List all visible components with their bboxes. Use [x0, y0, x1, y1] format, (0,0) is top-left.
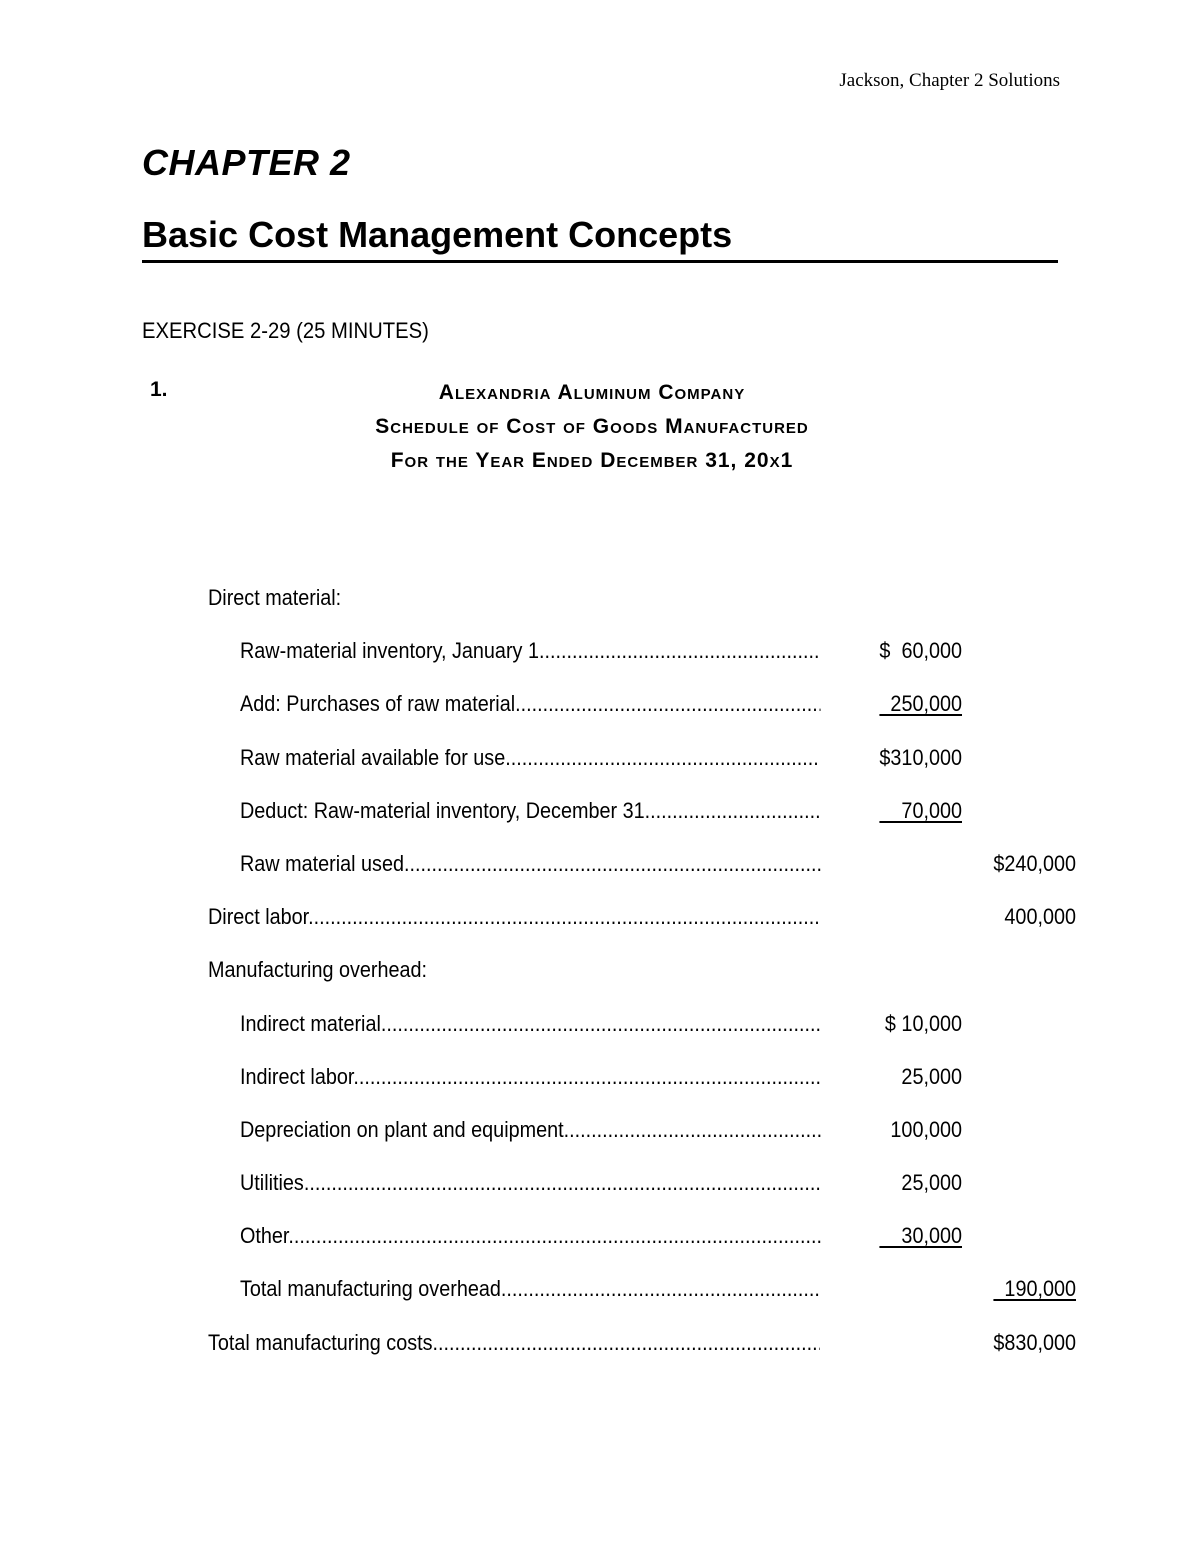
row-label: Direct labor ..... [208, 904, 820, 930]
row-label: Raw-material inventory, January 1 ..... [240, 638, 821, 664]
running-header: Jackson, Chapter 2 Solutions [839, 70, 1060, 91]
schedule-row [0, 1170, 1200, 1223]
statement-name: Schedule of Cost of Goods Manufactured [375, 415, 809, 438]
schedule-row [0, 851, 1200, 904]
schedule-row [0, 1276, 1200, 1329]
amount-total: 400,000 [1004, 904, 1076, 930]
company-name: Alexandria Aluminum Company [438, 381, 746, 404]
chapter-title: Basic Cost Management Concepts [142, 214, 1058, 263]
row-label: Indirect labor ..... [240, 1064, 821, 1090]
schedule-row [0, 1330, 1200, 1383]
amount-total: 190,000 [993, 1276, 1076, 1302]
schedule-row [0, 1064, 1200, 1117]
amount-detail: 100,000 [890, 1116, 962, 1142]
schedule-row [0, 585, 1200, 638]
schedule-row [0, 691, 1200, 744]
schedule-row [0, 1011, 1200, 1064]
amount-detail: 25,000 [901, 1063, 962, 1089]
row-label: Other ..... [240, 1223, 821, 1249]
exercise-title: EXERCISE 2-29 (25 MINUTES) [142, 318, 429, 343]
row-label: Raw material available for use ..... [240, 745, 821, 771]
row-label: Total manufacturing costs ..... [208, 1330, 820, 1356]
schedule-row [0, 957, 1200, 1010]
row-label: Indirect material ..... [240, 1011, 821, 1037]
row-label: Deduct: Raw-material inventory, December 31 ..... [240, 798, 821, 824]
row-label: Manufacturing overhead: [208, 957, 428, 983]
amount-total: $830,000 [993, 1329, 1076, 1355]
statement-heading [300, 376, 884, 478]
amount-detail: $ 60,000 [879, 638, 962, 664]
amount-detail: 70,000 [879, 797, 962, 823]
schedule-row [0, 1117, 1200, 1170]
statement-period: For the Year Ended December 31, 20x1 [390, 449, 794, 472]
row-label: Add: Purchases of raw material ..... [240, 691, 821, 717]
amount-detail: 250,000 [879, 691, 962, 717]
amount-detail: $310,000 [879, 744, 962, 770]
chapter-label: CHAPTER 2 [142, 142, 351, 183]
amount-detail: 30,000 [879, 1223, 962, 1249]
row-label: Direct material: [208, 585, 342, 610]
cost-schedule [0, 585, 1200, 1383]
amount-detail: 25,000 [901, 1170, 962, 1196]
row-label: Raw material used ..... [240, 851, 821, 877]
schedule-row [0, 798, 1200, 851]
part-number: 1. [150, 378, 168, 401]
amount-total: $240,000 [993, 850, 1076, 876]
row-label: Total manufacturing overhead ..... [240, 1276, 821, 1302]
schedule-row [0, 745, 1200, 798]
row-label: Depreciation on plant and equipment ..... [240, 1117, 821, 1143]
schedule-row [0, 904, 1200, 957]
schedule-row [0, 638, 1200, 691]
amount-detail: $ 10,000 [884, 1010, 962, 1036]
row-label: Utilities ..... [240, 1170, 821, 1196]
schedule-row [0, 1223, 1200, 1276]
